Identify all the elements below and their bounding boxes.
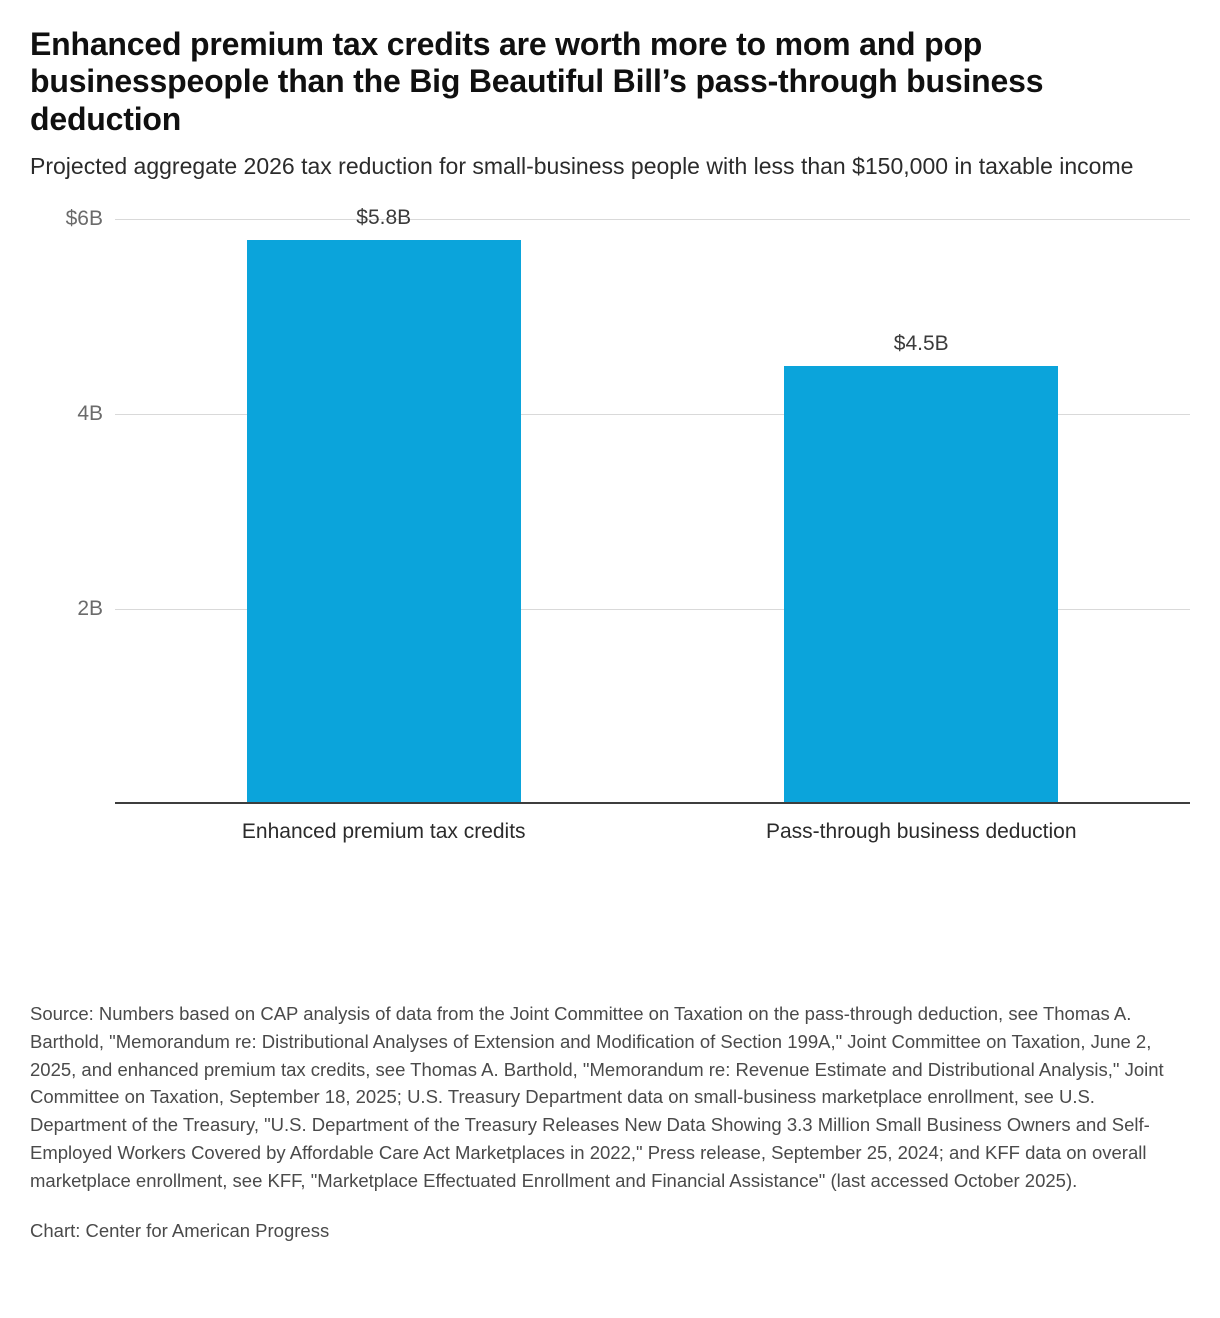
chart-subtitle: Projected aggregate 2026 tax reduction for small-business people with less than $150,000 in taxable income <box>30 153 1134 180</box>
x-axis-category-label: Pass-through business deduction <box>765 820 1077 844</box>
bar-value-label: $4.5B <box>893 332 949 356</box>
bar[interactable] <box>784 366 1058 804</box>
bar-group <box>765 220 1077 844</box>
bar[interactable] <box>247 240 521 805</box>
plot-area <box>65 205 1190 844</box>
y-axis-tick-label: 2B <box>77 596 103 620</box>
y-axis-tick-label: 4B <box>77 401 103 425</box>
chart-footer <box>30 1000 1190 1242</box>
chart-credit: Chart: Center for American Progress <box>30 1220 330 1242</box>
bar-series <box>115 205 1190 844</box>
bar-group <box>241 205 526 844</box>
bar-value-label: $5.8B <box>356 205 412 229</box>
source-note: Source: Numbers based on CAP analysis of data from the Joint Committee on Taxation on the pass-through deduction, see Thomas A. Barthold, "Memorandum re: Distributional Analyses of Extension and Modification of Section 199A," Joint Committee on Taxation, June 2, 2025, and enhanced premium tax credits, see Thomas A. Barthold, "Memorandum re: Revenue Estimate and Distributional Analysis," Joint Committee on Taxation, September 18, 2025; U.S. Treasury Department data on small-business marketplace enrollment, see U.S. Department of the Treasury, "U.S. Department of the Treasury Releases New Data Showing 3.3 Million Small Business Owners and Self-Employed Workers Covered by Affordable Care Act Marketplaces in 2022," Press release, September 25, 2024; and KFF data on overall marketplace enrollment, see KFF, "Marketplace Effectuated Enrollment and Financial Assistance" (last accessed October 2025). <box>30 1003 1164 1191</box>
chart-title: Enhanced premium tax credits are worth more to mom and pop businesspeople than the Big Beautiful Bill’s pass-through business deduction <box>30 26 1044 137</box>
x-axis-category-label: Enhanced premium tax credits <box>241 820 526 844</box>
x-axis-line <box>115 802 1190 804</box>
chart-plot-wrapper <box>30 205 1190 860</box>
y-axis-tick-label: $6B <box>65 207 103 231</box>
